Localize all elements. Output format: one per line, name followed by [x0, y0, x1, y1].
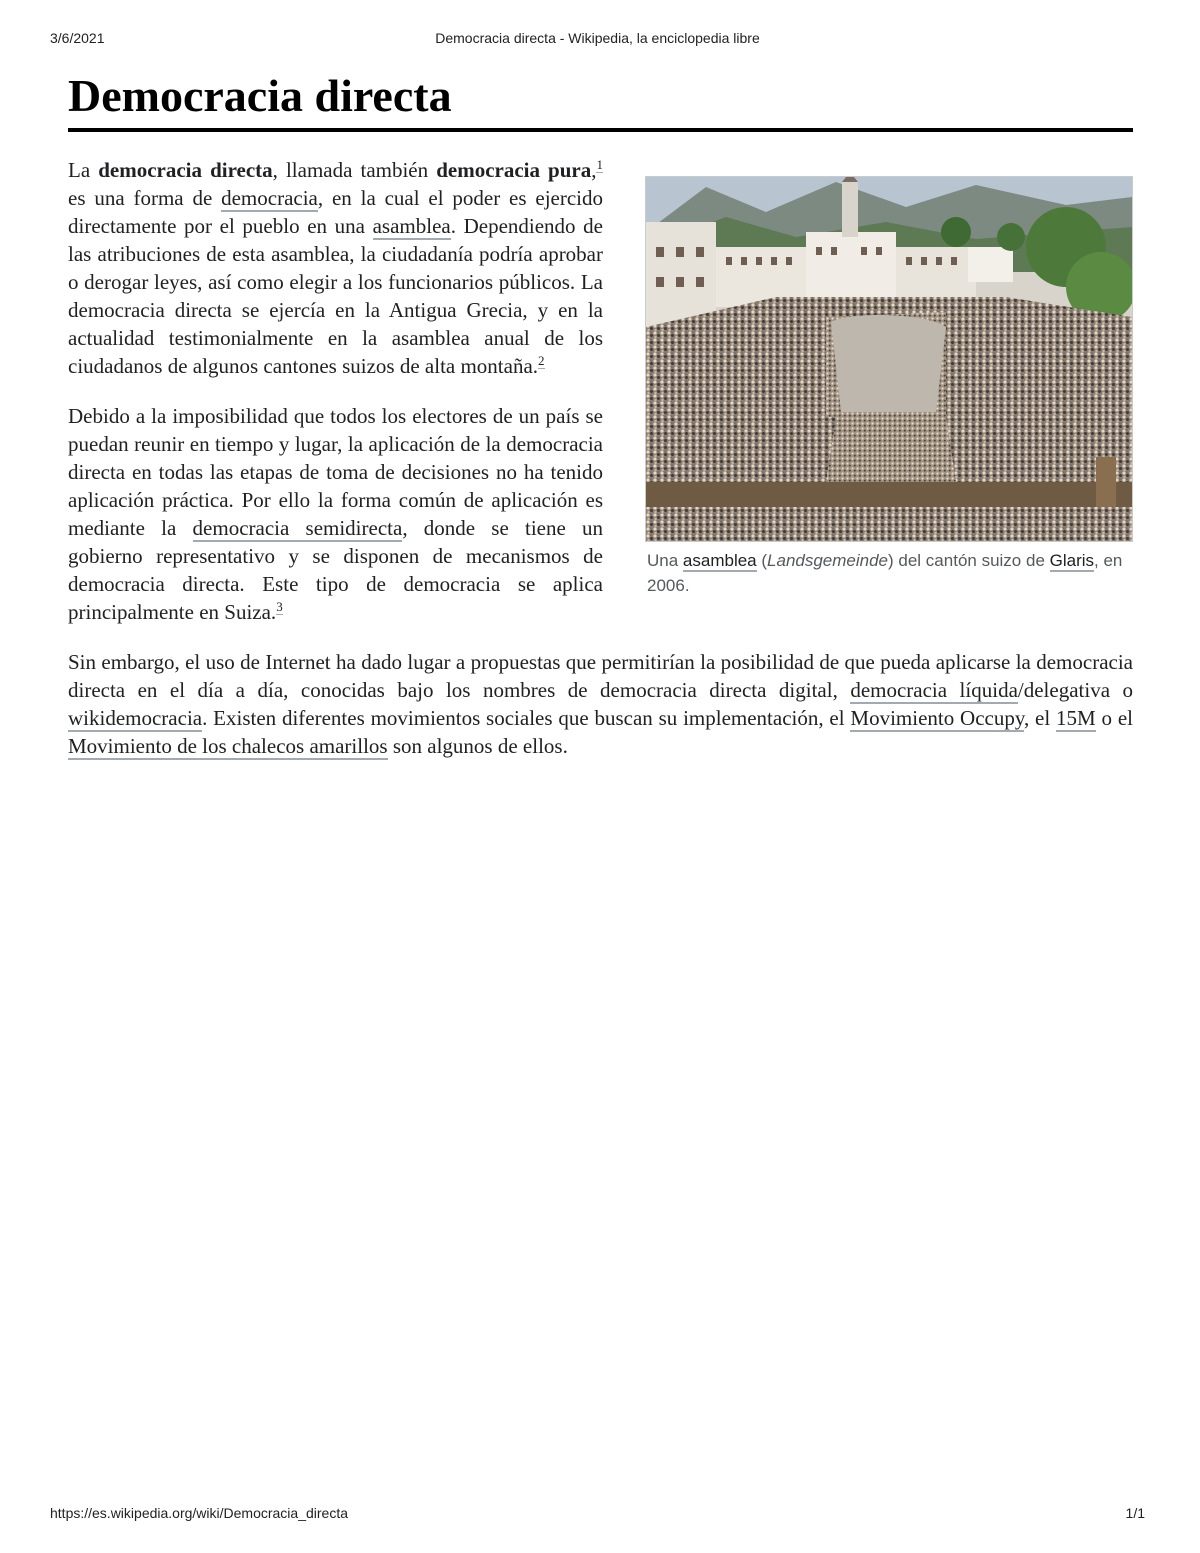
bold-term: democracia pura	[436, 158, 592, 182]
link-wikidemocracia[interactable]: wikidemocracia	[68, 706, 203, 730]
print-footer	[50, 1505, 1145, 1525]
text-run: son algunos de ellos.	[387, 734, 568, 758]
article-body	[68, 156, 1133, 782]
text-run: , el	[1024, 706, 1057, 730]
link-movimiento-occupy[interactable]: Movimiento Occupy	[850, 706, 1024, 730]
caption-text: ) del cantón suizo de	[888, 551, 1050, 570]
caption-italic-landsgemeinde: Landsgemeinde	[767, 551, 889, 570]
reference-3[interactable]: 3	[276, 599, 283, 614]
link-chalecos-amarillos[interactable]: Movimiento de los chalecos amarillos	[68, 734, 388, 758]
article-title: Democracia directa	[68, 66, 1133, 132]
print-page-number: 1/1	[1125, 1505, 1145, 1521]
print-page-title: Democracia directa - Wikipedia, la enciclopedia libre	[435, 30, 760, 46]
caption-text: , en 2006.	[647, 551, 1123, 595]
bold-term: democracia directa	[98, 158, 273, 182]
text-run: o el	[1095, 706, 1133, 730]
print-url: https://es.wikipedia.org/wiki/Democracia_directa	[50, 1505, 349, 1521]
text-run: . Dependiendo de las atribuciones de esta asamblea, la ciudadanía podría aprobar o derogar leyes, así como elegir a los funcionarios públicos. La democracia directa se ejercía en la Antigua Grecia, y en la actualidad testimonialmente en la asamblea anual de los ciudadanos de algunos cantones suizos de alta montaña.	[68, 214, 603, 378]
text-run: es una forma de	[68, 186, 222, 210]
text-run: La	[68, 158, 99, 182]
text-run: . Existen diferentes movimientos sociales que buscan su implementación, el	[202, 706, 851, 730]
reference-2[interactable]: 2	[538, 353, 545, 368]
text-run: , llamada también	[272, 158, 437, 182]
link-democracia-semidirecta[interactable]: democracia semidirecta	[192, 516, 403, 540]
caption-link-asamblea[interactable]: asamblea	[682, 551, 757, 570]
text-run: , donde se tiene un gobierno representativo y se disponen de mecanismos de democracia directa. Este tipo de democracia se aplica principalmente en Suiza.	[68, 516, 604, 624]
caption-link-glaris[interactable]: Glaris	[1049, 551, 1095, 570]
reference-1[interactable]: 1	[596, 157, 603, 172]
caption-text: (	[756, 551, 768, 570]
figure-caption	[645, 548, 1133, 598]
figure	[645, 176, 1133, 598]
link-democracia-liquida[interactable]: democracia líquida	[850, 678, 1018, 702]
text-run: Debido a la imposibilidad que todos los electores de un país se puedan reunir en tiempo y lugar, la aplicación de la democracia directa en todas las etapas de toma de decisiones no ha tenido aplicación práctica. Por ello la forma común de aplicación es mediante la	[68, 404, 603, 540]
caption-text: Una	[647, 551, 683, 570]
landsgemeinde-photo[interactable]	[645, 176, 1133, 542]
link-asamblea[interactable]: asamblea	[372, 214, 451, 238]
text-run: Sin embargo, el uso de Internet ha dado lugar a propuestas que permitirían la posibilidad de que pueda aplicarse la democracia directa en el día a día, conocidas bajo los nombres de democracia directa digital,	[68, 650, 1133, 702]
link-democracia[interactable]: democracia	[221, 186, 318, 210]
print-header	[50, 30, 1145, 50]
link-15m[interactable]: 15M	[1056, 706, 1096, 730]
text-run: , en la cual el poder es ejercido directamente por el pueblo en una	[68, 186, 603, 238]
text-run: ,	[591, 158, 597, 182]
paragraph-internet	[68, 648, 1133, 760]
print-date: 3/6/2021	[50, 30, 105, 46]
text-run: /delegativa o	[1017, 678, 1133, 702]
